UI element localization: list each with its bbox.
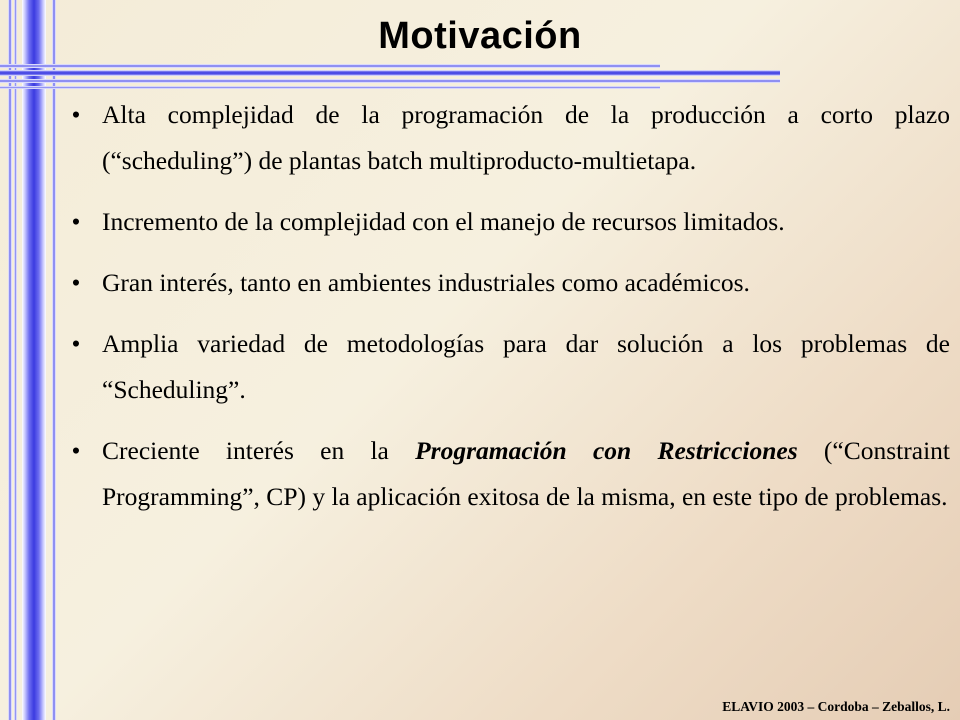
bullet-text: Gran interés, tanto en ambientes industriales como académicos.: [102, 268, 750, 297]
bullet-item: [62, 260, 950, 306]
decorative-horizontal-line-2: [0, 79, 780, 83]
bullet-icon: •: [71, 329, 81, 358]
bullet-text-emphasis: Programación con Restricciones: [415, 436, 798, 465]
bullet-list: [62, 92, 950, 535]
decorative-horizontal-line-3: [0, 86, 660, 89]
bullet-item: [62, 428, 950, 520]
footer-credit: ELAVIO 2003 – Cordoba – Zeballos, L.: [722, 699, 950, 714]
decorative-vertical-line-left-inner: [14, 0, 17, 720]
decorative-horizontal-line-1: [0, 64, 660, 68]
bullet-text-suffix: (“Constraint Programming”, CP) y la aplicación exitosa de la misma, en este tipo de problemas.: [102, 436, 950, 511]
bullet-text: Amplia variedad de metodologías para dar solución a los problemas de “Scheduling”.: [102, 329, 950, 404]
decorative-vertical-line-right: [52, 0, 56, 720]
bullet-icon: •: [71, 100, 81, 129]
bullet-text: Incremento de la complejidad con el manejo de recursos limitados.: [102, 207, 785, 236]
decorative-horizontal-bar: [0, 70, 780, 76]
slide-title: Motivación: [378, 15, 582, 57]
bullet-item: [62, 321, 950, 413]
bullet-item: [62, 92, 950, 184]
bullet-text: Alta complejidad de la programación de la producción a corto plazo (“scheduling”) de plantas batch multiproducto-multietapa.: [102, 100, 950, 175]
bullet-text-prefix: Creciente interés en la: [102, 436, 416, 465]
bullet-icon: •: [71, 436, 81, 465]
decorative-vertical-line-left: [8, 0, 12, 720]
bullet-item: [62, 199, 950, 245]
bullet-icon: •: [71, 207, 81, 236]
bullet-icon: •: [71, 268, 81, 297]
decorative-vertical-bar: [22, 0, 46, 720]
